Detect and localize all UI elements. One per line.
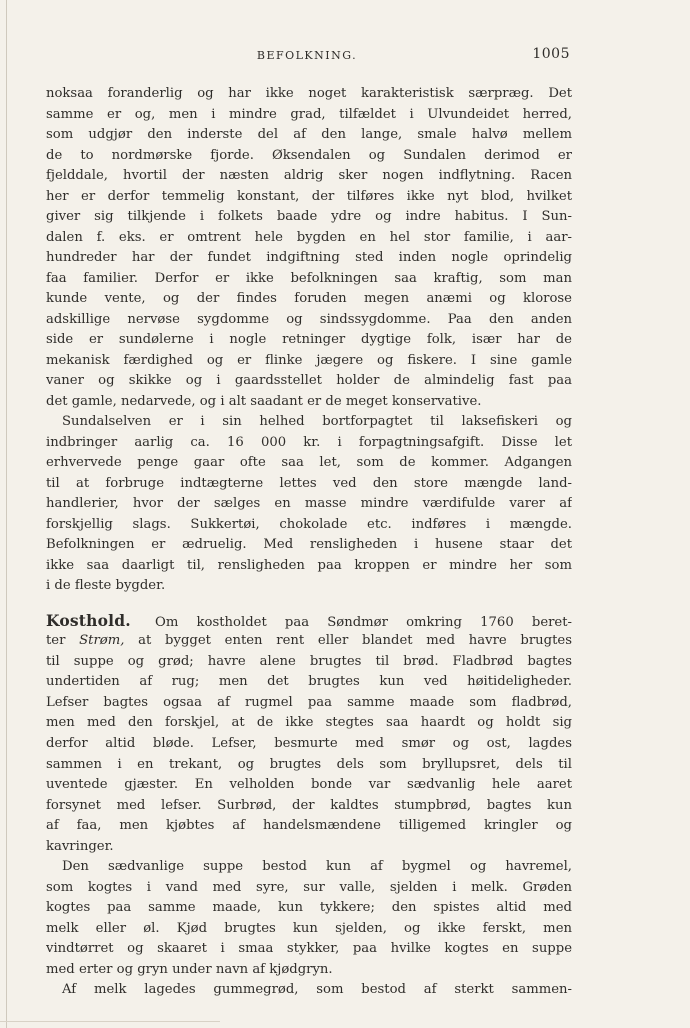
text-line: med erter og gryn under navn af kjødgryn. (46, 961, 333, 977)
section-gap (46, 597, 572, 611)
text-line: Af melk lagedes gummegrød, som bestod af sterkt sammen- (62, 982, 572, 998)
text-line: af faa, men kjøbtes af handelsmændene tilligemed kringler og (46, 818, 572, 834)
text-line: kunde vente, og der findes foruden megen anæmi og klorose (46, 291, 572, 307)
page-header (44, 46, 570, 66)
text-line: forskjellig slags. Sukkertøi, chokolade etc. indføres i mængde. (46, 516, 572, 532)
text-line: kavringer. (46, 838, 114, 854)
text-line: erhvervede penge gaar ofte saa let, som de kommer. Adgangen (46, 455, 572, 471)
text-line: adskillige nervøse sygdomme og sindssygdomme. Paa den anden (46, 311, 572, 327)
paragraph-4 (46, 857, 572, 980)
body-text (46, 84, 572, 1001)
text-span: at bygget enten rent eller blandet med havre brugtes (124, 633, 572, 649)
author-name: Strøm, (79, 633, 125, 649)
text-line: giver sig tilkjende i folkets baade ydre og indre habitus. I Sun- (46, 209, 572, 225)
text-line: side er sundølerne i nogle retninger dygtige folk, især har de (46, 332, 572, 348)
text-line: undertiden af rug; men det brugtes kun ved høitideligheder. (46, 674, 572, 690)
text-line: ikke saa daarligt til, rensligheden paa kroppen er mindre her som (46, 557, 572, 573)
text-line (46, 611, 572, 632)
text-line: forsynet med lefser. Surbrød, der kaldtes stumpbrød, bagtes kun (46, 797, 572, 813)
text-line: indbringer aarlig ca. 16 000 kr. i forpagtningsafgift. Disse let (46, 434, 572, 450)
text-line: hundreder har der fundet indgiftning sted inden nogle oprindelig (46, 250, 572, 266)
text-line: vindtørret og skaaret i smaa stykker, paa hvilke kogtes en suppe (46, 941, 572, 957)
section-title: Kosthold. (46, 610, 131, 630)
text-line: derfor altid bløde. Lefser, besmurte med smør og ost, lagdes (46, 735, 572, 751)
text-line: faa familier. Derfor er ikke befolkningen saa kraftig, som man (46, 270, 572, 286)
running-head: BEFOLKNING. (256, 49, 358, 62)
text-line: i de fleste bygder. (46, 578, 166, 594)
text-line: det gamle, nedarvede, og i alt saadant er de meget konservative. (46, 393, 482, 409)
text-line: uventede gjæster. En velholden bonde var sædvanlig hele aaret (46, 777, 572, 793)
page-number: 1005 (532, 46, 570, 62)
text-line: dalen f. eks. er omtrent hele bygden en hel stor familie, i aar- (46, 229, 572, 245)
text-line (46, 631, 572, 652)
text-line: her er derfor temmelig konstant, der tilføres ikke nyt blod, hvilket (46, 188, 572, 204)
paragraph-5 (46, 980, 572, 1001)
text-line: samme er og, men i mindre grad, tilfældet i Ulvundeidet herred, (46, 106, 572, 122)
text-line: Den sædvanlige suppe bestod kun af bygmel og havremel, (62, 859, 572, 875)
text-line: sammen i en trekant, og brugtes dels som bryllupsret, dels til (46, 756, 572, 772)
text-line: men med den forskjel, at de ikke stegtes saa haardt og holdt sig (46, 715, 572, 731)
paragraph-1 (46, 84, 572, 412)
text-line: til at forbruge indtægterne lettes ved den store mængde land- (46, 475, 572, 491)
text-line: melk eller øl. Kjød brugtes kun sjelden, og ikke ferskt, men (46, 920, 572, 936)
text-line: Befolkningen er ædruelig. Med rensligheden i husene staar det (46, 537, 572, 553)
text-line: til suppe og grød; havre alene brugtes til brød. Fladbrød bagtes (46, 653, 572, 669)
text-line: de to nordmørske fjorde. Øksendalen og Sundalen derimod er (46, 147, 572, 163)
text-line: mekanisk færdighed og er flinke jægere og fiskere. I sine gamle (46, 352, 572, 368)
text-line: som udgjør den inderste del af den lange, smale halvø mellem (46, 127, 572, 143)
text-line: vaner og skikke og i gaardsstellet holder de almindelig fast paa (46, 373, 572, 389)
text-line: Lefser bagtes ogsaa af rugmel paa samme maade som fladbrød, (46, 694, 572, 710)
paragraph-2 (46, 412, 572, 597)
text-line: som kogtes i vand med syre, sur valle, sjelden i melk. Grøden (46, 879, 572, 895)
page-edge (6, 0, 7, 1028)
text-line: noksaa foranderlig og har ikke noget karakteristisk særpræg. Det (46, 86, 572, 101)
text-span: Om kostholdet paa Søndmør omkring 1760 beret- (136, 614, 572, 630)
text-line: handlerier, hvor der sælges en masse mindre værdifulde varer af (46, 496, 572, 512)
page-edge-bottom (0, 1021, 220, 1022)
paragraph-3 (46, 611, 572, 857)
text-line: fjelddale, hvortil der næsten aldrig sker nogen indflytning. Racen (46, 168, 572, 184)
text-line: kogtes paa samme maade, kun tykkere; den spistes altid med (46, 900, 572, 916)
text-span: ter (46, 633, 80, 649)
text-line: Sundalselven er i sin helhed bortforpagtet til laksefiskeri og (62, 414, 572, 430)
